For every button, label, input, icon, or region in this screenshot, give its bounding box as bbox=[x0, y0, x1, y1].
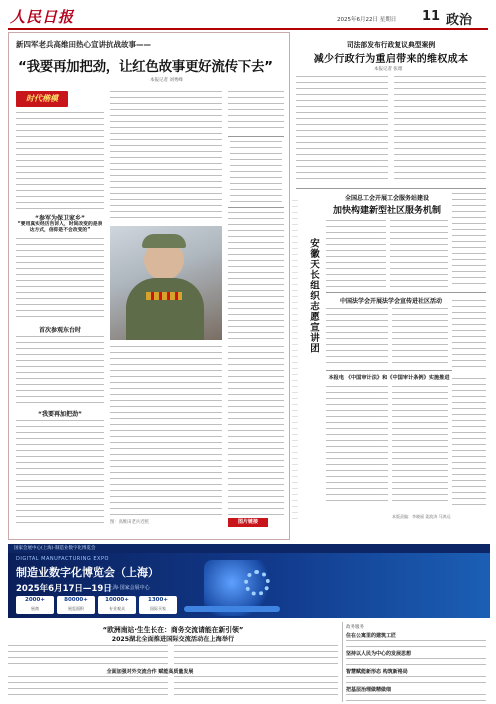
right-mid-rule bbox=[326, 292, 486, 293]
right-top-col1 bbox=[296, 76, 388, 184]
right-top-kicker: 司法部发布行政复议典型案例 bbox=[346, 41, 436, 49]
lead-caption: 图：高维田老兵近照 bbox=[110, 520, 149, 525]
right-top-headline: 减少行政行为重启带来的维权成本 bbox=[313, 54, 469, 65]
ad-stat-value: 10000+ bbox=[105, 597, 129, 603]
lead-sub2: “要用真实经历告诉人，时间改变的是表达方式，信仰是不会改变的” bbox=[17, 222, 103, 233]
masthead-rule bbox=[8, 28, 488, 30]
bottom-right-kicker: 政务服务 bbox=[346, 625, 364, 630]
lead-col3-text-3 bbox=[228, 346, 284, 516]
lead-quote-block bbox=[228, 136, 284, 208]
lead-col1-text-4 bbox=[16, 420, 104, 524]
medal-row bbox=[146, 292, 182, 300]
right-small-rule bbox=[326, 370, 452, 371]
ad-brand-en: DIGITAL MANUFACTURING EXPO bbox=[16, 556, 109, 562]
right-small-headline: 中国法学会开展法学会宣传进社区活动 bbox=[339, 298, 442, 305]
lead-sub4: “我要再加把劲” bbox=[38, 411, 82, 418]
ad-stat bbox=[98, 596, 136, 614]
lead-col3-text-2 bbox=[228, 212, 284, 340]
ad-stat bbox=[139, 596, 177, 614]
ad-stats-row bbox=[16, 596, 176, 614]
lead-headline: “我要再加把劲，让红色故事更好流传下去” bbox=[18, 59, 273, 75]
right-credit: 本版责编：李晓丽 姜波涛 马鸿远 bbox=[392, 514, 451, 519]
bottom-col1-2 bbox=[8, 676, 168, 700]
ad-dates: 2025年6月17日—19日 bbox=[16, 584, 112, 594]
ad-stat-label: 展商 bbox=[31, 606, 39, 611]
bottom-right-text2 bbox=[346, 658, 486, 666]
ad-stat-value: 1300+ bbox=[148, 597, 168, 603]
bottom-right-text1 bbox=[346, 640, 486, 648]
lead-col2-text bbox=[110, 91, 222, 221]
ad-stat-label: 专业观众 bbox=[109, 606, 125, 611]
right-mid-headline: 全国总工会开展工会服务站建设 bbox=[344, 195, 429, 202]
section-name: 政治 bbox=[446, 13, 473, 28]
ad-venue: 上海·国家会展中心 bbox=[108, 585, 150, 591]
side-story-text bbox=[292, 200, 298, 520]
lead-quote-lines bbox=[230, 141, 282, 205]
right-small-col2 bbox=[392, 308, 448, 366]
lead-footer-logo bbox=[228, 518, 268, 527]
column-tag-label: 时代楷模 bbox=[26, 94, 58, 103]
lead-sub1: “参军为保卫家乡” bbox=[35, 215, 85, 222]
bottom-headline2: 2025湖北全面推进国际交流活动在上海举行 bbox=[111, 636, 235, 643]
bottom-headline: “欧洲南站·生生长在：商务交流请能在新引领” bbox=[102, 626, 244, 634]
right-small2-col3 bbox=[452, 378, 486, 506]
bottom-right-h1: 住在公寓里的建筑工匠 bbox=[346, 633, 397, 639]
masthead-date: 2025年6月22日 星期日 bbox=[337, 17, 397, 23]
bottom-right-text3 bbox=[346, 676, 486, 684]
bottom-col2-2 bbox=[174, 676, 338, 700]
right-top-col2 bbox=[394, 76, 486, 184]
page-number: 11 bbox=[422, 9, 441, 24]
lead-photo bbox=[110, 226, 222, 340]
ad-stat-value: 2000+ bbox=[25, 597, 45, 603]
ad-top-strip: 国家会展中心(上海)·制造业数字化博览会 bbox=[8, 544, 490, 553]
lead-col2-text-2 bbox=[110, 346, 222, 516]
bottom-col2 bbox=[174, 645, 338, 665]
right-credit-box bbox=[452, 193, 486, 289]
veteran-cap bbox=[142, 234, 186, 248]
right-small-col1 bbox=[326, 308, 388, 366]
bottom-right-h3: 智慧赋能新形态 构筑新格局 bbox=[346, 669, 408, 675]
right-mid-headline2: 加快构建新型社区服务机制 bbox=[332, 206, 441, 216]
bottom-divider bbox=[342, 622, 343, 702]
ad-art-bar bbox=[184, 606, 280, 612]
lead-col3-text bbox=[228, 91, 284, 131]
lead-col1-text-2 bbox=[16, 238, 104, 322]
right-small2-col2 bbox=[392, 386, 448, 506]
masthead-logo: 人民日报 bbox=[10, 8, 75, 26]
ad-art-gear bbox=[244, 570, 270, 596]
side-story-title: 安徽天长组织志愿宣讲团 bbox=[308, 238, 319, 354]
ad-stat bbox=[16, 596, 54, 614]
bottom-right-h2: 坚持以人民为中心的发展思想 bbox=[346, 651, 412, 657]
right-top-byline: 本报记者 张璁 bbox=[374, 67, 403, 72]
right-top-rule bbox=[296, 188, 486, 189]
right-small-headline2: 本报电 《中国审计法》和《中国审计条例》实施推进 bbox=[328, 375, 450, 381]
bottom-col1 bbox=[8, 645, 168, 665]
lead-sub3: 首次参观东台时 bbox=[38, 327, 81, 334]
bottom-right-text4 bbox=[346, 694, 486, 702]
lead-col1-text-3 bbox=[16, 336, 104, 406]
masthead bbox=[0, 0, 496, 36]
right-credit-lines bbox=[452, 193, 486, 289]
lead-col1-text bbox=[16, 112, 104, 210]
bottom-sub: 全面加强对外交流合作 赋能高质量发展 bbox=[106, 669, 194, 675]
ad-stat-label: 国际买家 bbox=[150, 606, 166, 611]
ad-banner bbox=[8, 544, 490, 618]
bottom-right-h4: 把基层治理做精做细 bbox=[346, 687, 392, 693]
right-mid-col1 bbox=[326, 220, 386, 288]
lead-footer-logo-text: 图片链接 bbox=[237, 519, 258, 525]
lead-kicker: 新四军老兵高维田热心宣讲抗战故事—— bbox=[16, 40, 151, 49]
column-tag bbox=[16, 91, 68, 107]
ad-stat bbox=[57, 596, 95, 614]
right-small-col3 bbox=[452, 300, 486, 370]
lead-byline: 本报记者 刘秀峰 bbox=[150, 78, 183, 83]
ad-stat-value: 80000+ bbox=[64, 597, 88, 603]
ad-brand: 制造业数字化博览会（上海） bbox=[16, 566, 159, 579]
ad-stat-label: 展览面积 bbox=[68, 606, 84, 611]
right-small2-col1 bbox=[326, 386, 388, 506]
veteran-uniform bbox=[126, 278, 204, 340]
right-mid-col2 bbox=[390, 220, 448, 288]
